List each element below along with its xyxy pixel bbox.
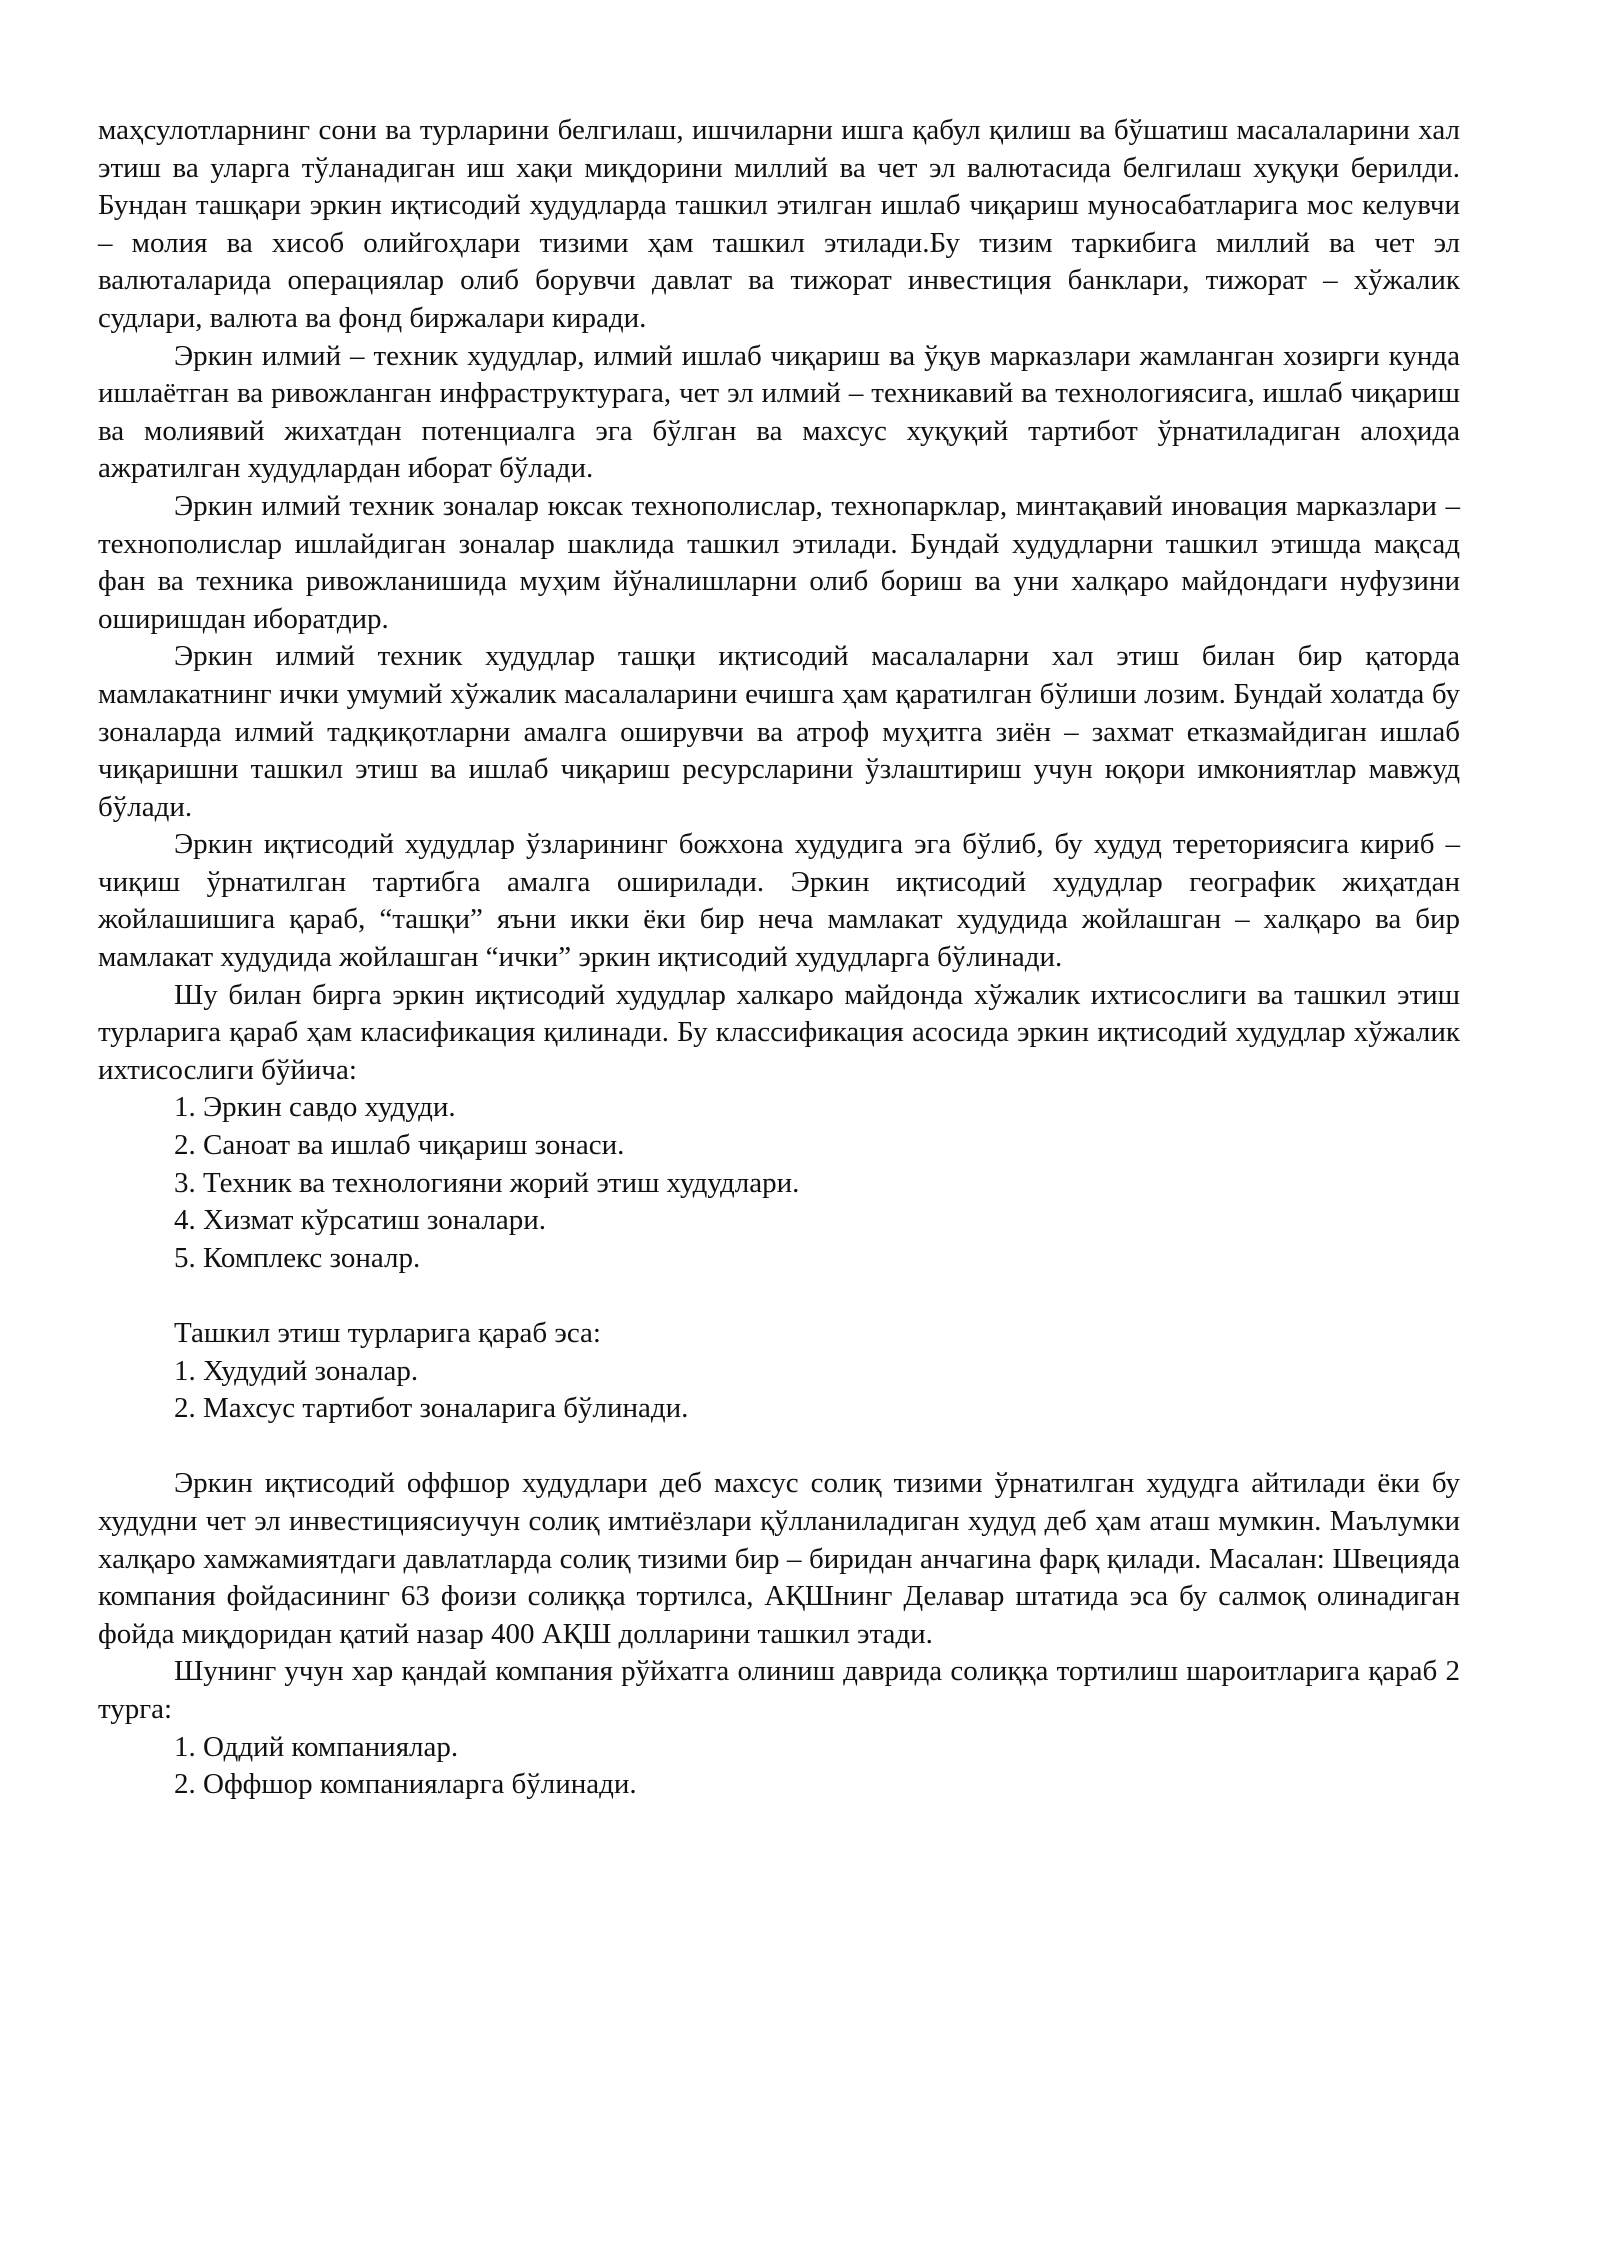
list-item: 2. Оффшор компанияларга бўлинади. [174,1768,637,1801]
list-item: 2. Саноат ва ишлаб чиқариш зонаси. [174,1129,625,1162]
paragraph-1: маҳсулотларнинг сони ва турларини белгилаш, ишчиларни ишга қабул қилиш ва бўшатиш масалаларини хал этиш ва уларга тўланадиган иш хақи миқдорини миллий ва чет эл валютасида белгилаш хуқуқи берилди. Бундан ташқари эркин иқтисодий худудларда ташкил этилган ишлаб чиқариш муносабатларига мос келувчи – молия ва хисоб олийгоҳлари тизими ҳам ташкил этилади.Бу тизим таркибига миллий ва чет эл валюталарида операциялар олиб борувчи давлат ва тижорат инвестиция банклари, тижорат – хўжалик судлари, валюта ва фонд биржалари киради. [98,114,1460,334]
list-item: 1. Оддий компаниялар. [174,1730,459,1763]
document-page [98,112,1460,1804]
paragraph-2: Эркин илмий – техник худудлар, илмий ишлаб чиқариш ва ўқув марказлари жамланган хозирги кунда ишлаётган ва ривожланган инфраструктурага, чет эл илмий – техникавий ва технологиясига, ишлаб чиқариш ва молиявий жихатдан потенциалга эга бўлган ва махсус хуқуқий тартибот ўрнатиладиган алоҳида ажратилган худудлардан иборат бўлади. [98,339,1460,485]
list-item: 2. Махсус тартибот зоналарига бўлинади. [174,1392,689,1425]
paragraph-7: Эркин иқтисодий оффшор худудлари деб махсус солиқ тизими ўрнатилган худудга айтилади ёки бу худудни чет эл инвестициясиучун солиқ имтиёзлари қўлланиладиган худуд деб ҳам аташ мумкин. Маълумки халқаро хамжамиятдаги давлатларда солиқ тизими бир – биридан анчагина фарқ қилади. Масалан: Швецияда компания фойдасининг 63 фоизи солиққа тортилса, АҚШнинг Делавар штатида эса бу салмоқ олинадиган фойда миқдоридан қатий назар 400 АҚШ долларини ташкил этади. [98,1467,1460,1650]
list-item: 1. Худудий зоналар. [174,1354,419,1387]
blank-line [98,1428,1460,1466]
list-item: 3. Техник ва технологияни жорий этиш худудлари. [174,1166,800,1199]
paragraph-8: Шунинг учун хар қандай компания рўйхатга олиниш даврида солиққа тортилиш шароитларига қараб 2 турга: [98,1655,1460,1725]
paragraph-5: Эркин иқтисодий худудлар ўзларининг божхона худудига эга бўлиб, бу худуд тереториясига кириб – чиқиш ўрнатилган тартибга амалга оширилади. Эркин иқтисодий худудлар географик жиҳатдан жойлашишига қараб, “ташқи” яъни икки ёки бир неча мамлакат худудида жойлашган – халқаро ва бир мамлакат худудида жойлашган “ички” эркин иқтисодий худудларга бўлинади. [98,828,1460,974]
paragraph-3: Эркин илмий техник зоналар юксак технополислар, технопарклар, минтақавий иновация марказлари – технополислар ишлайдиган зоналар шаклида ташкил этилади. Бундай худудларни ташкил этишда мақсад фан ва техника ривожланишида муҳим йўналишларни олиб бориш ва уни халқаро майдондаги нуфузини оширишдан иборатдир. [98,489,1460,635]
paragraph-4: Эркин илмий техник худудлар ташқи иқтисодий масалаларни хал этиш билан бир қаторда мамлакатнинг ички умумий хўжалик масалаларини ечишга ҳам қаратилган бўлиши лозим. Бундай холатда бу зоналарда илмий тадқиқотларни амалга оширувчи ва атроф муҳитга зиён – захмат етказмайдиган ишлаб чиқаришни ташкил этиш ва ишлаб чиқариш ресурсларини ўзлаштириш учун юқори имкониятлар мавжуд бўлади. [98,640,1460,823]
list-item: 1. Эркин савдо худуди. [174,1091,456,1124]
organization-heading: Ташкил этиш турларига қараб эса: [174,1317,601,1349]
list-item: 4. Хизмат кўрсатиш зоналари. [174,1204,546,1237]
specialization-list [98,1089,1460,1277]
organization-list [98,1353,1460,1428]
blank-line [98,1277,1460,1315]
paragraph-6: Шу билан бирга эркин иқтисодий худудлар халкаро майдонда хўжалик ихтисослиги ва ташкил этиш турларига қараб ҳам класификация қилинади. Бу классификация асосида эркин иқтисодий худудлар хўжалик ихтисослиги бўйича: [98,978,1460,1086]
list-item: 5. Комплекс зоналр. [174,1241,421,1274]
companies-list [98,1729,1460,1804]
